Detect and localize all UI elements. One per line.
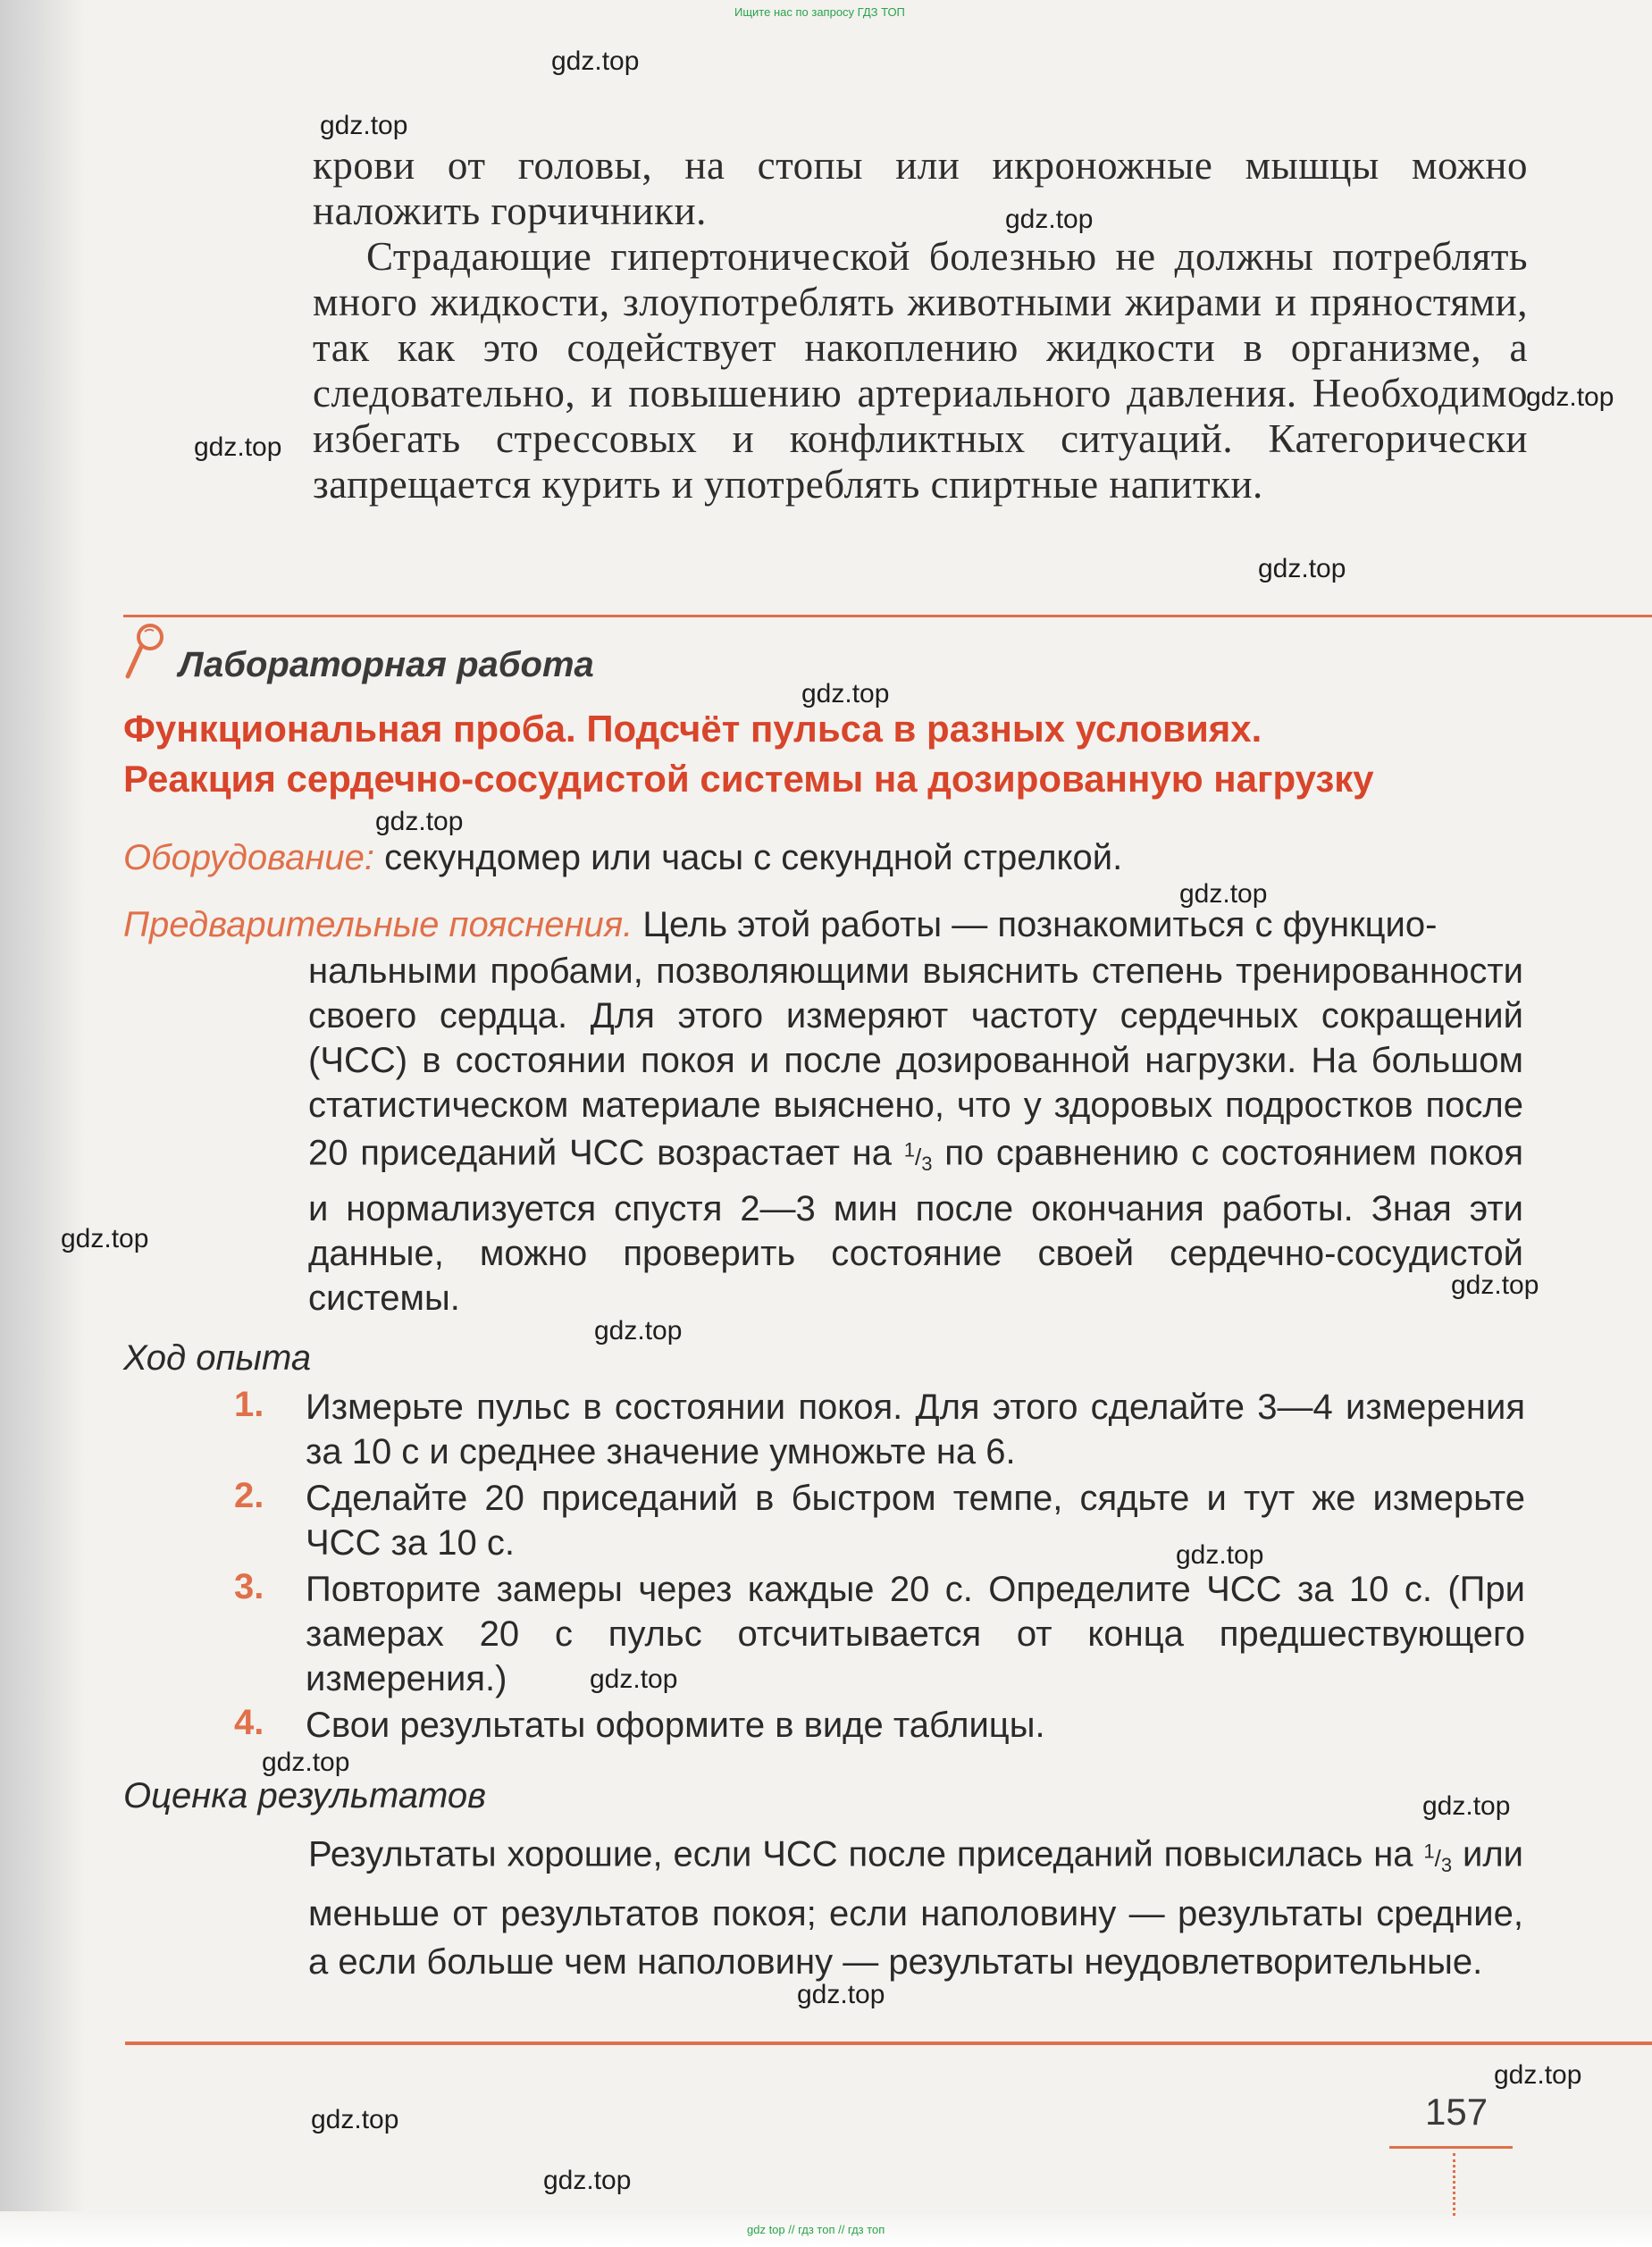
results-label: Оценка результатов [123, 1776, 487, 1815]
prelim-text-b: по сравнению с состоянием покоя и нормализуется спустя 2—3 мин после окончания работы. Зная эти данные, можно проверить состояние своей сердечно-сосудистой системы. [308, 1133, 1523, 1318]
watermark: gdz.top [551, 46, 640, 76]
watermark: gdz.top [590, 1664, 678, 1694]
watermark: gdz.top [1258, 554, 1346, 583]
watermark: gdz.top [320, 111, 408, 140]
watermark: gdz.top [1179, 879, 1268, 909]
watermark: gdz.top [194, 432, 282, 462]
equipment-text: секундомер или часы с секундной стрелкой. [374, 838, 1123, 877]
prelim-text [308, 949, 1523, 1321]
prelim-first-line [123, 905, 1437, 945]
equipment-label: Оборудование: [123, 838, 374, 877]
watermark: gdz.top [1526, 382, 1614, 412]
watermark: gdz.top [262, 1748, 350, 1777]
watermark: gdz.top [1494, 2060, 1582, 2090]
prelim-first: Цель этой работы — познакомиться с функцио- [633, 905, 1438, 944]
watermark: gdz.top [594, 1316, 683, 1346]
procedure-label: Ход опыта [123, 1338, 312, 1378]
step-text: Сделайте 20 приседаний в быстром темпе, сядьте и тут же измерьте ЧСС за 10 с. [306, 1479, 1525, 1563]
results-text [308, 1827, 1523, 1986]
fraction-numerator: 1 [903, 1138, 915, 1161]
equipment-line [123, 838, 1122, 878]
lab-title-line-1: Функциональная проба. Подсчёт пульса в разных условиях. [123, 708, 1262, 750]
lab-title-line-2: Реакция сердечно-сосудистой системы на дозированную нагрузку [123, 758, 1374, 800]
watermark: gdz.top [801, 679, 890, 708]
step-text: Повторите замеры через каждые 20 с. Определите ЧСС за 10 с. (При замерах 20 с пульс отсчитывается от конца предшествующего измерения.) [306, 1570, 1525, 1698]
step-text: Свои результаты оформите в виде таблицы. [306, 1706, 1045, 1745]
bottom-divider [125, 2042, 1652, 2045]
page-dotted-line [1453, 2153, 1455, 2216]
results-text-b: или меньше от результатов покоя; если наполовину — результаты средние, а если больше чем наполовину — результаты неудовлетворительные. [308, 1834, 1524, 1982]
lab-label: Лабораторная работа [179, 645, 594, 684]
watermark: gdz.top [311, 2105, 399, 2134]
step-text: Измерьте пульс в состоянии покоя. Для этого сделайте 3—4 измерения за 10 с и среднее значение умножьте на 6. [306, 1388, 1525, 1471]
fraction: $^1/_3$ [903, 1138, 933, 1175]
watermark: gdz.top [1176, 1540, 1264, 1570]
footer-note: gdz top // гдз топ // гдз топ [747, 2223, 885, 2236]
fraction-numerator: 1 [1423, 1840, 1435, 1862]
page-number: 157 [1425, 2091, 1488, 2133]
watermark: gdz.top [375, 807, 464, 836]
magnifier-icon [123, 621, 168, 683]
intro-text [313, 143, 1528, 507]
section-divider [123, 615, 1652, 617]
step-number: 1. [234, 1385, 264, 1424]
step-number: 3. [234, 1567, 264, 1606]
fraction-denominator: 3 [1440, 1853, 1453, 1876]
page-number-underline [1389, 2146, 1513, 2149]
watermark: gdz.top [1451, 1270, 1539, 1300]
step-number: 4. [234, 1703, 264, 1742]
watermark: gdz.top [61, 1224, 149, 1253]
prelim-label: Предварительные пояснения. [123, 905, 633, 944]
step-number: 2. [234, 1476, 264, 1515]
watermark: gdz.top [543, 2166, 632, 2195]
watermark: gdz.top [1005, 205, 1094, 234]
watermark: gdz.top [1422, 1791, 1511, 1821]
prelim-text-a: нальными пробами, позволяющими выяснить степень тренированности своего сердца. Для этого измеряют частоту сердечных сокращений (ЧСС) в состоянии покоя и после дозированной нагрузки. На большом статистическом материале выяснено, что у здоровых подростков после 20 приседаний ЧСС возрастает на [308, 952, 1523, 1173]
book-spine-shadow [0, 0, 85, 2247]
intro-paragraph-1: крови от головы, на стопы или икроножные мышцы можно наложить горчичники. [313, 143, 1528, 233]
fraction: $^1/_3$ [1423, 1840, 1453, 1876]
header-note: Ищите нас по запросу ГДЗ ТОП [734, 5, 905, 19]
fraction-denominator: 3 [921, 1152, 933, 1175]
watermark: gdz.top [797, 1980, 885, 2009]
intro-paragraph-2: Страдающие гипертонической болезнью не должны потреблять много жидкости, злоупотреблять животными жирами и пряностями, так как это содействует накоплению жидкости в организме, а следовательно, и повышению артериального давления. Необходимо избегать стрессовых и конфликтных ситуаций. Категорически запрещается курить и употреблять спиртные напитки. [313, 234, 1528, 507]
results-text-a: Результаты хорошие, если ЧСС после приседаний повысилась на [308, 1834, 1424, 1874]
